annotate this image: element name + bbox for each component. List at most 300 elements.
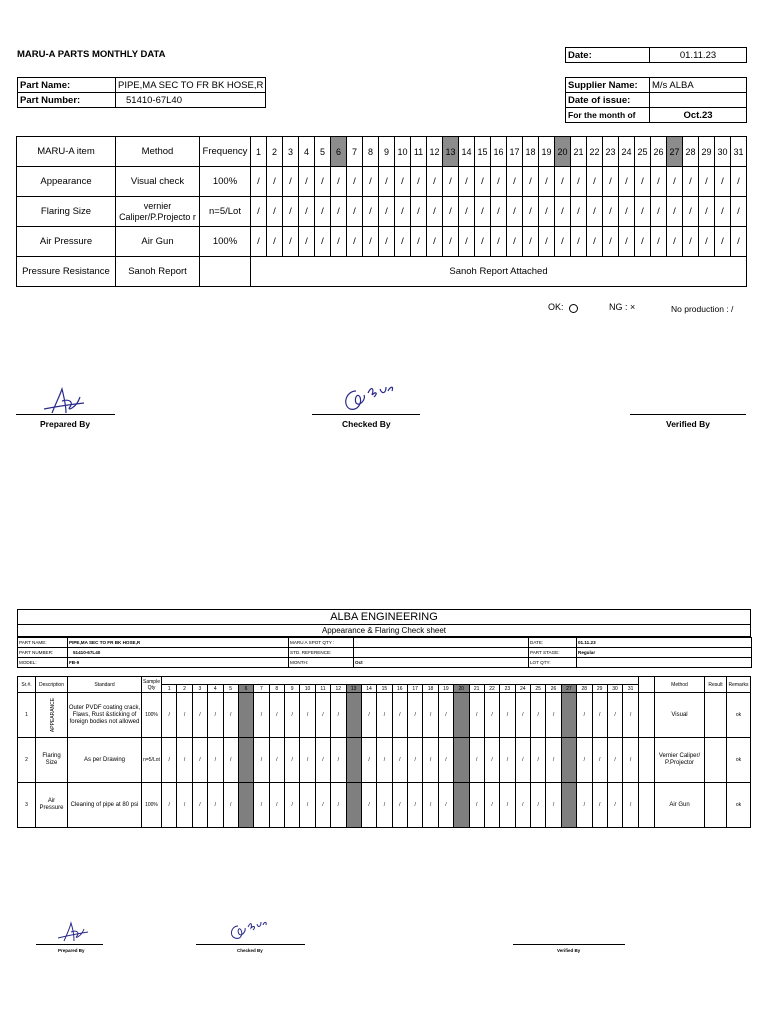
day-mark: / [283,197,299,227]
day-header: 18 [523,137,539,167]
check-blank [639,738,655,783]
day-mark: / [619,167,635,197]
check-day-mark: / [192,738,207,783]
part-info-table [17,77,266,108]
day-mark: / [651,197,667,227]
day-mark: / [395,167,411,197]
day-mark: / [731,167,747,197]
check-day-mark: / [546,783,561,828]
check-day-mark: / [438,738,453,783]
day-mark: / [523,167,539,197]
prepared-by-label: Prepared By [40,419,91,429]
alba-model-label: MODEL: [18,658,68,668]
check-day-mark: / [408,693,423,738]
check-header-blank [639,677,655,693]
check-result [705,738,727,783]
day-header: 17 [507,137,523,167]
check-row [18,693,751,738]
check-day-mark: / [531,783,546,828]
table-row [17,197,747,227]
bottom-prepared-label: Prepared By [58,948,85,953]
check-sample: n=5/Lot [142,738,162,783]
alba-subtitle: Appearance & Flaring Check sheet [17,625,751,637]
table-header-row [17,137,747,167]
check-day-mark: / [269,783,284,828]
day-mark: / [411,197,427,227]
method-cell: Visual check [116,167,200,197]
check-day-header: 30 [607,685,622,693]
check-standard: Cleaning of pipe at 80 psi [68,783,142,828]
check-day-mark: / [254,693,269,738]
date-table [565,47,747,63]
alba-check-table [17,676,751,828]
check-header-sr: Sr.#. [18,677,36,693]
item-cell: Appearance [17,167,116,197]
day-mark: / [667,167,683,197]
day-mark: / [715,227,731,257]
check-standard: Outer PVDF coating crack, Flaws, Rust &sticking of foreign bodies not allowed [68,693,142,738]
method-cell: Air Gun [116,227,200,257]
bottom-verified-line [513,944,625,945]
check-day-mark: / [254,783,269,828]
check-day-mark: / [484,738,499,783]
day-mark: / [667,197,683,227]
day-mark: / [459,227,475,257]
check-day-header: 1 [162,685,177,693]
report-note-cell: Sanoh Report Attached [251,257,747,287]
day-header: 21 [571,137,587,167]
check-day-mark: / [377,738,392,783]
day-header: 16 [491,137,507,167]
maru-a-table [16,136,747,287]
check-row [18,738,751,783]
day-mark: / [331,227,347,257]
alba-spot-qty-value [354,638,529,648]
day-mark: / [587,227,603,257]
check-day-header: 23 [500,685,515,693]
check-day-mark: / [315,693,330,738]
check-day-mark: / [315,783,330,828]
ok-circle-icon [569,304,578,313]
bottom-prepared-line [36,944,103,945]
day-mark: / [475,227,491,257]
table-row [17,167,747,197]
report-title: MARU-A PARTS MONTHLY DATA [17,49,166,60]
day-mark: / [523,227,539,257]
check-day-mark: / [331,693,346,738]
checked-line [312,414,420,415]
check-day-mark: / [500,738,515,783]
check-day-mark: / [208,783,223,828]
check-day-mark: / [254,738,269,783]
day-mark: / [443,227,459,257]
day-mark: / [395,227,411,257]
check-day-header: 25 [531,685,546,693]
day-mark: / [539,167,555,197]
check-result [705,783,727,828]
bottom-checked-signature [226,918,270,944]
check-sr: 2 [18,738,36,783]
check-day-mark: / [361,738,376,783]
alba-title: ALBA ENGINEERING [17,609,751,625]
day-header: 3 [283,137,299,167]
day-mark: / [603,197,619,227]
check-day-mark: / [577,783,592,828]
day-mark: / [363,167,379,197]
check-header-row [18,677,751,685]
check-day-header: 31 [623,685,639,693]
check-day-mark: / [423,693,438,738]
day-mark: / [315,197,331,227]
method-cell: Sanoh Report [116,257,200,287]
check-day-mark [561,693,576,738]
day-mark: / [315,227,331,257]
day-header: 5 [315,137,331,167]
frequency-cell [200,257,251,287]
check-day-mark: / [607,783,622,828]
day-mark: / [587,167,603,197]
check-day-mark [346,693,361,738]
days-header-blank [162,677,639,685]
check-day-mark: / [285,783,300,828]
day-mark: / [379,167,395,197]
day-mark: / [635,197,651,227]
day-mark: / [491,167,507,197]
day-mark: / [539,197,555,227]
check-day-mark [346,783,361,828]
day-mark: / [699,197,715,227]
day-mark: / [395,197,411,227]
header-cell: Method [116,137,200,167]
part-number-label: Part Number: [18,93,116,108]
check-day-mark: / [285,693,300,738]
alba-lot-value [577,658,752,668]
check-day-header: 17 [408,685,423,693]
check-day-header: 6 [238,685,253,693]
check-day-mark: / [223,693,238,738]
check-day-mark: / [223,738,238,783]
alba-model-value: FB-9 [68,658,289,668]
check-sample: 100% [142,693,162,738]
check-day-mark: / [546,738,561,783]
alba-stage-label: PART STAGE: [529,648,577,658]
check-day-mark [238,783,253,828]
day-header: 26 [651,137,667,167]
day-mark: / [571,167,587,197]
check-day-header: 8 [269,685,284,693]
alba-part-number-value: 51410-67L40 [68,648,289,658]
table-row [17,227,747,257]
month-value: Oct.23 [650,108,747,123]
check-day-mark: / [623,693,639,738]
day-mark: / [699,227,715,257]
check-day-mark: / [331,783,346,828]
date-label: Date: [566,48,650,63]
day-mark: / [251,167,267,197]
check-day-mark: / [223,783,238,828]
day-mark: / [571,227,587,257]
day-mark: / [507,197,523,227]
check-day-mark: / [592,693,607,738]
check-day-header: 22 [484,685,499,693]
check-day-mark: / [300,693,315,738]
check-day-mark: / [392,693,407,738]
check-day-mark: / [392,783,407,828]
day-mark: / [539,227,555,257]
day-header: 31 [731,137,747,167]
day-mark: / [283,227,299,257]
check-day-mark: / [546,693,561,738]
check-day-mark: / [607,738,622,783]
check-header-sample: Sample Qty [143,678,160,691]
day-header: 14 [459,137,475,167]
check-day-mark: / [392,738,407,783]
alba-month-label: MONTH: [289,658,354,668]
check-day-mark: / [500,693,515,738]
day-mark: / [507,227,523,257]
day-mark: / [651,167,667,197]
check-day-mark: / [269,738,284,783]
bottom-prepared-signature [56,920,92,944]
check-day-mark: / [438,693,453,738]
day-mark: / [251,197,267,227]
check-day-mark: / [469,783,484,828]
check-day-header: 10 [300,685,315,693]
check-day-mark: / [208,738,223,783]
check-header-method: Method [655,677,705,693]
day-mark: / [251,227,267,257]
legend-ok [548,302,578,313]
day-mark: / [475,167,491,197]
check-day-header: 24 [515,685,530,693]
day-mark: / [555,197,571,227]
day-mark: / [715,197,731,227]
alba-date-label: DATE: [529,638,577,648]
day-mark: / [555,227,571,257]
day-header: 25 [635,137,651,167]
check-day-mark: / [408,783,423,828]
alba-spot-qty-label: MARU A SPOT QTY : [289,638,354,648]
day-mark: / [283,167,299,197]
check-day-header: 9 [285,685,300,693]
issue-value [650,93,747,108]
day-mark: / [299,227,315,257]
check-header-result: Result [705,677,727,693]
day-header: 22 [587,137,603,167]
day-header: 9 [379,137,395,167]
check-day-header: 28 [577,685,592,693]
check-day-mark: / [607,693,622,738]
check-day-header: 16 [392,685,407,693]
check-day-header: 19 [438,685,453,693]
check-day-mark: / [192,783,207,828]
check-day-mark [346,738,361,783]
check-method: Air Gun [655,783,705,828]
day-mark: / [363,197,379,227]
header-cell: MARU-A item [17,137,116,167]
check-day-header: 20 [454,685,469,693]
day-header: 23 [603,137,619,167]
day-mark: / [267,197,283,227]
alba-month-value: Oct [354,658,529,668]
check-description [36,693,68,738]
check-remarks: ok [727,783,751,828]
check-header-description: Description [36,677,68,693]
check-day-mark: / [331,738,346,783]
check-blank [639,783,655,828]
check-day-header: 12 [331,685,346,693]
legend-ok-label: OK: [548,302,564,312]
check-day-mark [454,738,469,783]
check-day-mark: / [361,783,376,828]
checked-signature [338,381,398,415]
part-name-label: Part Name: [18,78,116,93]
day-header: 29 [699,137,715,167]
day-mark: / [427,227,443,257]
check-day-mark: / [285,738,300,783]
date-value: 01.11.23 [650,48,747,63]
check-day-mark [454,783,469,828]
day-mark: / [347,167,363,197]
check-day-mark: / [423,783,438,828]
alba-info-table [17,637,752,668]
supplier-value: M/s ALBA [650,78,747,93]
day-mark: / [411,227,427,257]
item-cell: Air Pressure [17,227,116,257]
frequency-cell: 100% [200,227,251,257]
check-day-mark: / [162,738,177,783]
day-mark: / [443,197,459,227]
check-day-mark: / [315,738,330,783]
check-day-header: 2 [177,685,192,693]
alba-header [17,609,751,668]
issue-label: Date of issue: [566,93,650,108]
check-day-mark: / [208,693,223,738]
check-day-mark: / [500,783,515,828]
day-mark: / [731,227,747,257]
day-mark: / [507,167,523,197]
check-sr: 1 [18,693,36,738]
alba-part-name-label: PART NAME: [18,638,68,648]
check-day-mark: / [177,783,192,828]
prepared-line [16,414,115,415]
day-header: 4 [299,137,315,167]
check-day-mark: / [469,693,484,738]
day-mark: / [267,167,283,197]
method-cell: vernier Caliper/P.Projecto r [116,197,200,227]
day-mark: / [731,197,747,227]
check-description-text: APPEARANCE [50,697,57,733]
day-mark: / [523,197,539,227]
check-remarks: ok [727,693,751,738]
day-mark: / [571,197,587,227]
day-mark: / [683,227,699,257]
day-mark: / [603,167,619,197]
check-day-mark: / [592,783,607,828]
day-mark: / [427,167,443,197]
check-day-mark [561,738,576,783]
day-header: 1 [251,137,267,167]
check-day-mark [561,783,576,828]
bottom-verified-label: Verified By [557,948,581,953]
day-mark: / [491,227,507,257]
check-blank [639,693,655,738]
day-mark: / [267,227,283,257]
day-mark: / [475,197,491,227]
bottom-checked-line [196,944,305,945]
day-mark: / [683,167,699,197]
day-header: 8 [363,137,379,167]
check-method: Visual [655,693,705,738]
legend-ng: NG : × [609,302,636,312]
alba-std-ref-value [354,648,529,658]
check-day-mark: / [577,738,592,783]
check-day-mark: / [577,693,592,738]
day-header: 24 [619,137,635,167]
day-mark: / [667,227,683,257]
prepared-signature [40,385,90,417]
supplier-info-table [565,77,747,123]
alba-date-value: 01.11.23 [577,638,752,648]
day-mark: / [331,167,347,197]
verified-line [630,414,746,415]
check-day-mark: / [531,693,546,738]
check-day-mark: / [300,738,315,783]
check-remarks: ok [727,738,751,783]
day-mark: / [379,197,395,227]
day-mark: / [299,197,315,227]
day-mark: / [699,167,715,197]
day-mark: / [555,167,571,197]
alba-part-number-label: PART NUMBER: [18,648,68,658]
check-day-header: 13 [346,685,361,693]
check-day-header: 15 [377,685,392,693]
check-day-mark: / [484,693,499,738]
verified-by-label: Verified By [666,419,710,429]
alba-stage-value: Regular [577,648,752,658]
day-mark: / [331,197,347,227]
check-day-header: 26 [546,685,561,693]
check-header-standard: Standard [68,677,142,693]
check-row [18,783,751,828]
check-day-mark: / [300,783,315,828]
check-day-mark: / [408,738,423,783]
check-day-mark: / [377,693,392,738]
check-day-mark: / [623,783,639,828]
check-day-mark: / [515,738,530,783]
day-mark: / [315,167,331,197]
day-mark: / [459,167,475,197]
check-day-mark: / [162,783,177,828]
check-day-header: 11 [315,685,330,693]
check-day-mark: / [515,693,530,738]
day-mark: / [619,197,635,227]
day-header: 13 [443,137,459,167]
check-method: Vernier Caliper/ P.Projector [655,738,705,783]
check-day-mark [454,693,469,738]
alba-lot-label: LOT QTY: [529,658,577,668]
check-day-header: 18 [423,685,438,693]
check-header-remarks: Remarks [727,677,751,693]
part-number-value: 51410-67L40 [116,93,266,108]
check-day-mark: / [361,693,376,738]
check-day-header: 5 [223,685,238,693]
day-header: 12 [427,137,443,167]
day-mark: / [347,227,363,257]
check-day-header: 14 [361,685,376,693]
check-day-mark: / [177,738,192,783]
day-header: 28 [683,137,699,167]
